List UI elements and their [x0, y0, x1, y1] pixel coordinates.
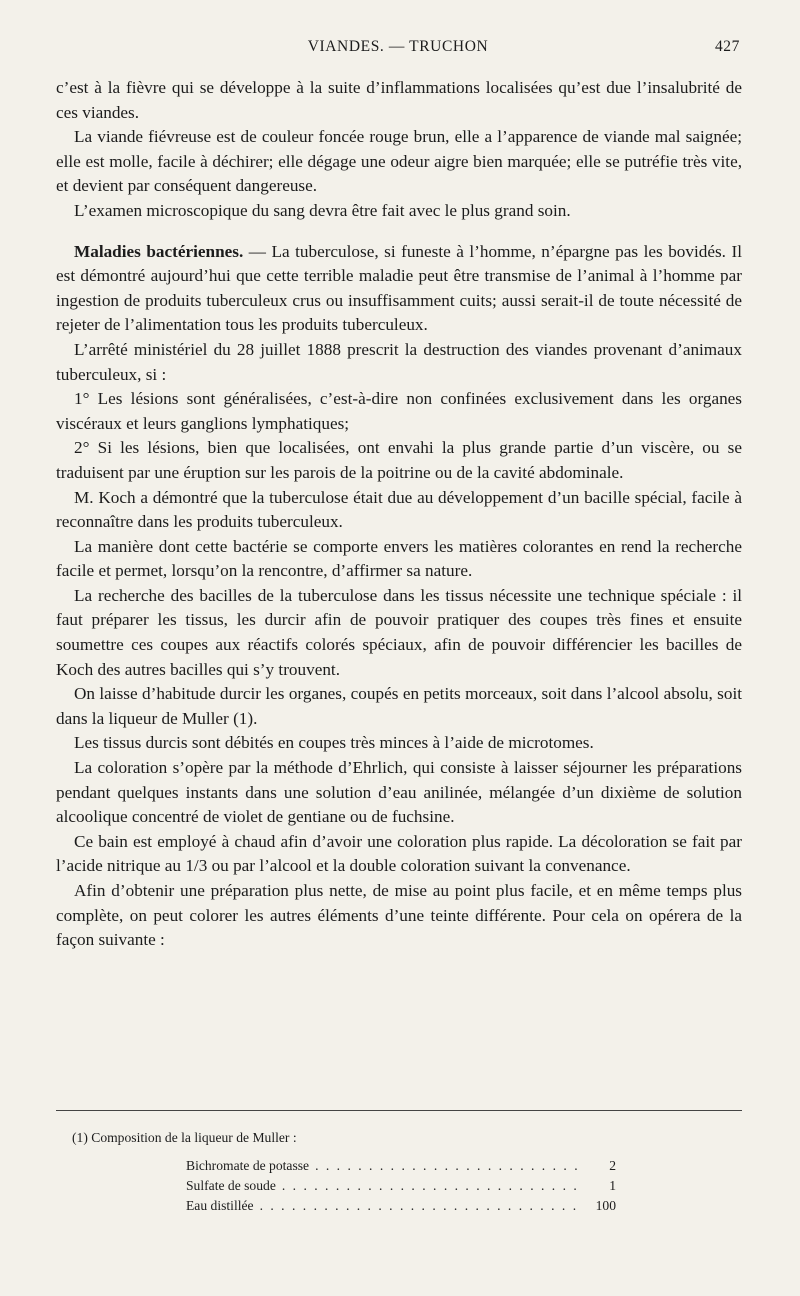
dot-leader	[260, 1194, 580, 1218]
section-heading: Maladies bactériennes.	[74, 241, 244, 261]
composition-table	[186, 1154, 616, 1214]
footnote-divider	[56, 1110, 742, 1111]
paragraph: c’est à la fièvre qui se développe à la suite d’inflammations localisées qu’est due l’insalubrité de ces viandes.	[56, 78, 742, 122]
page-header	[56, 38, 740, 66]
paragraph: La viande fiévreuse est de couleur foncée rouge brun, elle a l’apparence de viande mal saignée; elle est molle, facile à déchirer; elle dégage une odeur aigre bien marquée; elle se putréfie très vite, et devient par conséquent dangereuse.	[56, 127, 742, 196]
footnote	[56, 1126, 742, 1214]
paragraph: Ce bain est employé à chaud afin d’avoir une coloration plus rapide. La décoloration se fait par l’acide nitrique au 1/3 ou par l’alcool et la double coloration suivant la convenance.	[56, 831, 742, 876]
paragraph: On laisse d’habitude durcir les organes, coupés en petits morceaux, soit dans l’alcool absolu, soit dans la liqueur de Muller (1).	[56, 684, 742, 728]
section-paragraph	[56, 240, 742, 338]
paragraph: Les tissus durcis sont débités en coupes très minces à l’aide de microtomes.	[74, 733, 594, 753]
paragraph: La manière dont cette bactérie se comporte envers les matières colorantes en rend la recherche facile et permet, lorsqu’on la rencontre, d’affirmer sa nature.	[56, 536, 742, 581]
page-number: 427	[714, 38, 740, 55]
paragraph: La coloration s’opère par la méthode d’Ehrlich, qui consiste à laisser séjourner les préparations pendant quelques instants dans une solution d’eau anilinée, mélangée d’un dixième de solution alcoolique concentré de violet de gentiane ou de fuchsine.	[56, 758, 742, 827]
composition-row	[186, 1154, 616, 1174]
paragraph: 2° Si les lésions, bien que localisées, ont envahi la plus grande partie d’un viscère, ou se traduisent par une éruption sur les parois de la poitrine ou de la cavité abdominale.	[56, 438, 742, 482]
ingredient-quantity: 100	[595, 1198, 616, 1213]
paragraph: L’examen microscopique du sang devra être fait avec le plus grand soin.	[74, 200, 571, 220]
body-text	[56, 76, 742, 953]
ingredient-name: Bichromate de potasse	[186, 1158, 310, 1173]
paragraph: 1° Les lésions sont généralisées, c’est-à-dire non confinées exclusivement dans les organes viscéraux et leurs ganglions lymphatiques;	[56, 389, 742, 433]
ingredient-quantity: 1	[609, 1178, 616, 1193]
running-title: VIANDES. — TRUCHON	[307, 38, 489, 55]
paragraph: La recherche des bacilles de la tuberculose dans les tissus nécessite une technique spéciale : il faut préparer les tissus, les durcir afin de pouvoir pratiquer des coupes très fines et ensuite soumettre ces coupes aux réactifs colorés spéciaux, afin de pouvoir différencier les bacilles de Koch des autres bacilles qui s’y trouvent.	[56, 585, 742, 679]
ingredient-quantity: 2	[609, 1158, 616, 1173]
paragraph: M. Koch a démontré que la tuberculose était due au développement d’un bacille spécial, facile à reconnaître dans les produits tuberculeux.	[56, 487, 742, 532]
paragraph: Afin d’obtenir une préparation plus nette, de mise au point plus facile, et en même temps plus complète, on peut colorer les autres éléments d’une teinte différente. Pour cela on opérera de la façon suivante :	[56, 881, 742, 950]
section-text: — La tuberculose, si funeste à l’homme, n’épargne pas les bovidés. Il est démontré aujourd’hui que cette terrible maladie peut être transmise de l’animal à l’homme par ingestion de produits tuberculeux crus ou insuffisamment cuits; aussi serait-il de toute nécessité de rejeter de l’alimentation tous les produits tuberculeux.	[56, 241, 742, 335]
composition-row	[186, 1194, 616, 1214]
ingredient-name: Eau distillée	[186, 1198, 254, 1213]
ingredient-name: Sulfate de soude	[186, 1178, 276, 1193]
paragraph: L’arrêté ministériel du 28 juillet 1888 prescrit la destruction des viandes provenant d’animaux tuberculeux, si :	[56, 339, 742, 384]
footnote-intro: (1) Composition de la liqueur de Muller :	[72, 1130, 297, 1145]
composition-row	[186, 1174, 616, 1194]
